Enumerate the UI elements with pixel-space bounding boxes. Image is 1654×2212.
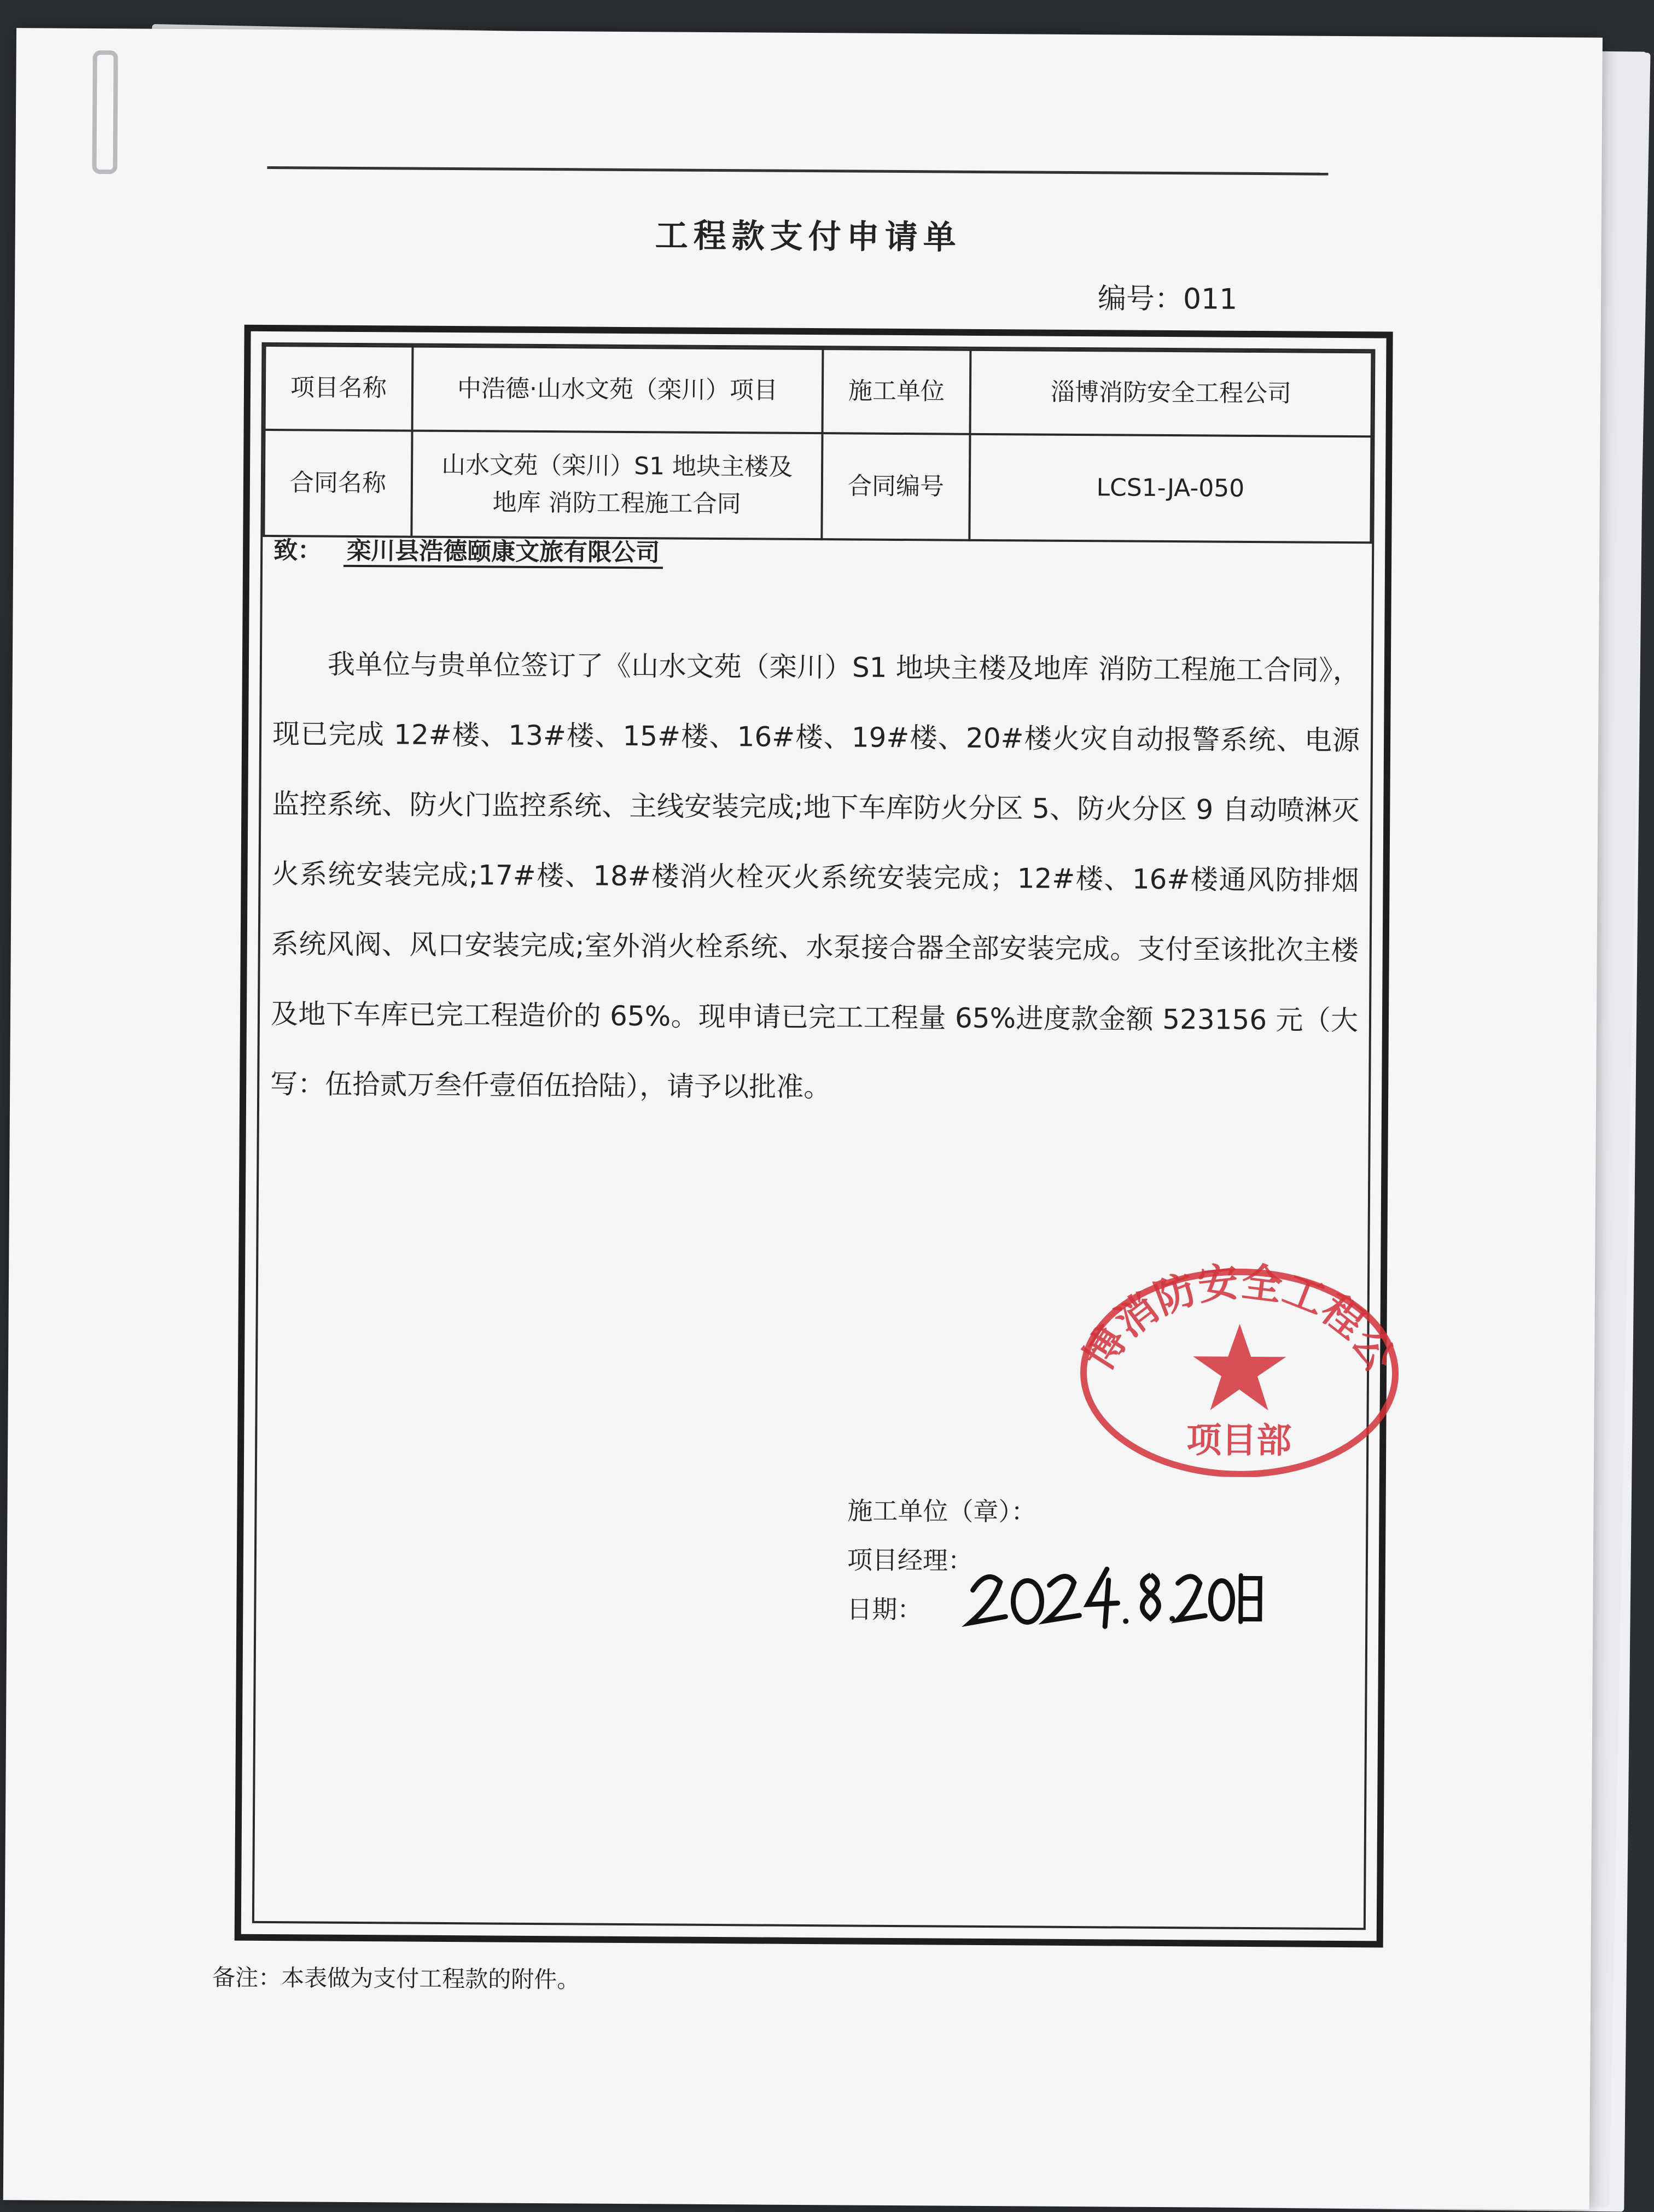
application-body: 我单位与贵单位签订了《山水文苑（栾川）S1 地块主楼及地库 消防工程施工合同》，现已完成 12#楼、13#楼、15#楼、16#楼、19#楼、20#楼火灾自动报警系统、电源监控系统、防火门监控系统、主线安装完成;地下车库防火分区 5、防火分区 9 自动喷淋灭火系统安装完成;17#楼、18#楼消火栓灭火系统安装完成；12#楼、16#楼通风防排烟系统风阀、风口安装完成;室外消火栓系统、水泵接合器全部安装完成。支付至该批次主楼及地下车库已完工程造价的 65%。现申请已完工工程量 65%进度款金额 523156 元（大写：伍拾贰万叁仟壹佰伍拾陆），请予以批准。	[270, 648, 1361, 1104]
svg-text:淄博消防安全工程公司: 淄博消防安全工程公司	[1075, 1258, 1404, 1380]
builder-label: 施工单位	[823, 349, 971, 434]
recipient-company: 栾川县浩德颐康文旅有限公司	[343, 537, 663, 569]
contract-name-label: 合同名称	[264, 430, 412, 537]
handwritten-date-signature	[962, 1552, 1268, 1641]
remark-note: 备注：本表做为支付工程款的附件。	[212, 1964, 580, 1993]
contract-name-line: 地库 消防工程施工合同	[492, 488, 741, 518]
svg-text:项目部: 项目部	[1186, 1420, 1292, 1462]
seal-stamp-icon	[1067, 1246, 1407, 1478]
table-row	[265, 346, 1372, 436]
contract-name-value	[411, 431, 822, 540]
form-frame	[235, 325, 1404, 1948]
project-name-value: 中浩德·山水文苑（栾川）项目	[412, 347, 823, 434]
recipient-label: 致：	[273, 536, 322, 565]
paper-clip-icon	[92, 50, 118, 174]
builder-seal-label: 施工单位（章）：	[847, 1496, 1036, 1527]
date-label: 日期：	[847, 1594, 923, 1625]
table-row	[264, 430, 1371, 542]
contract-no-label: 合同编号	[822, 433, 970, 540]
serial-number: 编号：011	[1097, 282, 1238, 316]
project-name-label: 项目名称	[265, 346, 413, 431]
contract-no-value: LCS1-JA-050	[969, 434, 1371, 542]
document-title: 工程款支付申请单	[655, 217, 962, 257]
recipient-line	[273, 530, 663, 568]
contract-name-line: 山水文苑（栾川）S1 地块主楼及	[441, 451, 793, 481]
builder-value: 淄博消防安全工程公司	[970, 350, 1372, 436]
form-inner-frame	[252, 342, 1404, 1930]
document-page	[3, 28, 1603, 2210]
manager-label: 项目经理：	[847, 1545, 974, 1575]
handwritten-date	[962, 1552, 1268, 1643]
info-table	[263, 345, 1373, 544]
header-rule	[267, 166, 1328, 176]
company-seal	[1067, 1246, 1407, 1480]
